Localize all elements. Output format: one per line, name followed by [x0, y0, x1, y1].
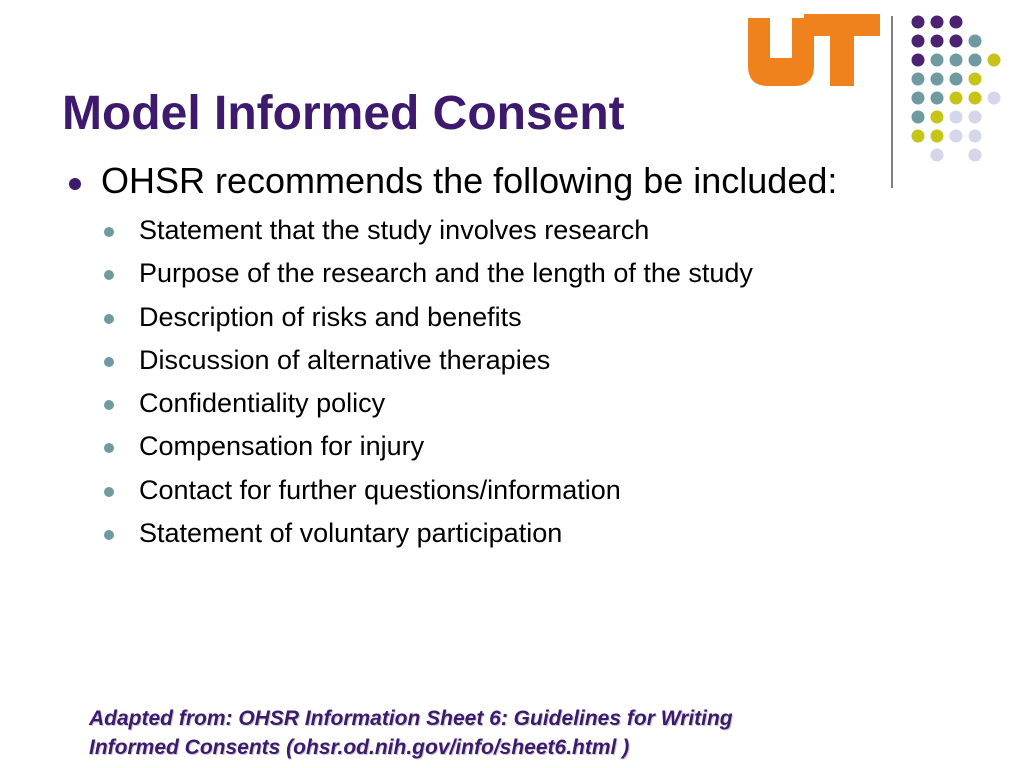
list-item-text: Description of risks and benefits: [139, 301, 522, 332]
decorative-dot: [931, 149, 944, 162]
slide-title: Model Informed Consent: [62, 87, 625, 140]
sub-bullet-list: [64, 209, 904, 555]
decorative-dot-grid: [904, 12, 1014, 162]
list-item-text: Compensation for injury: [139, 431, 425, 462]
decorative-dot: [931, 16, 944, 29]
list-item: [101, 296, 904, 339]
bullet-icon: [104, 270, 114, 280]
main-bullet-text: OHSR recommends the following be included:: [101, 160, 838, 201]
list-item: [101, 469, 904, 512]
list-item-text: Confidentiality policy: [139, 388, 386, 419]
decorative-dot: [912, 35, 925, 48]
citation-line-1: Adapted from: OHSR Information Sheet 6: Guidelines for Writing: [89, 707, 733, 730]
bullet-icon: [104, 400, 114, 410]
citation: [89, 704, 733, 762]
decorative-dot: [931, 54, 944, 67]
decorative-dot: [912, 111, 925, 124]
decorative-dot: [969, 130, 982, 143]
decorative-dot: [969, 92, 982, 105]
slide-content: [64, 160, 904, 555]
university-logo: [748, 14, 880, 86]
decorative-dot: [950, 73, 963, 86]
decorative-dot: [931, 35, 944, 48]
bullet-icon: [104, 530, 114, 540]
bullet-icon: [104, 314, 114, 324]
list-item-text: Statement of voluntary participation: [139, 518, 563, 549]
decorative-dot: [912, 92, 925, 105]
decorative-dot: [931, 111, 944, 124]
decorative-dot: [912, 130, 925, 143]
main-bullet: [64, 160, 904, 202]
list-item: [101, 382, 904, 425]
decorative-dot: [950, 111, 963, 124]
decorative-dot: [950, 35, 963, 48]
decorative-dot: [969, 111, 982, 124]
decorative-dot: [912, 16, 925, 29]
bullet-icon: [104, 357, 114, 367]
list-item-text: Statement that the study involves research: [139, 215, 650, 245]
list-item-text: Discussion of alternative therapies: [139, 344, 551, 375]
decorative-dot: [969, 54, 982, 67]
list-item-text: Purpose of the research and the length of the study: [139, 258, 753, 289]
decorative-dot: [988, 92, 1001, 105]
list-item: [101, 252, 904, 295]
decorative-dot: [950, 92, 963, 105]
decorative-dot: [950, 54, 963, 67]
list-item-text: Contact for further questions/information: [139, 474, 621, 505]
decorative-dot: [912, 54, 925, 67]
decorative-dot: [931, 73, 944, 86]
citation-line-2: Informed Consents (ohsr.od.nih.gov/info/sheet6.html ): [89, 736, 630, 759]
list-item: [101, 209, 904, 252]
decorative-dot: [988, 54, 1001, 67]
bullet-icon: [104, 227, 114, 237]
bullet-icon: [104, 487, 114, 497]
list-item: [101, 512, 904, 555]
decorative-dot: [969, 35, 982, 48]
decorative-dot: [950, 16, 963, 29]
bullet-icon: [69, 178, 81, 190]
decorative-dot: [912, 73, 925, 86]
list-item: [101, 339, 904, 382]
decorative-dot: [931, 92, 944, 105]
decorative-dot: [969, 73, 982, 86]
decorative-dot: [950, 130, 963, 143]
bullet-icon: [104, 443, 114, 453]
decorative-dot: [969, 149, 982, 162]
decorative-dot: [931, 130, 944, 143]
list-item: [101, 425, 904, 468]
